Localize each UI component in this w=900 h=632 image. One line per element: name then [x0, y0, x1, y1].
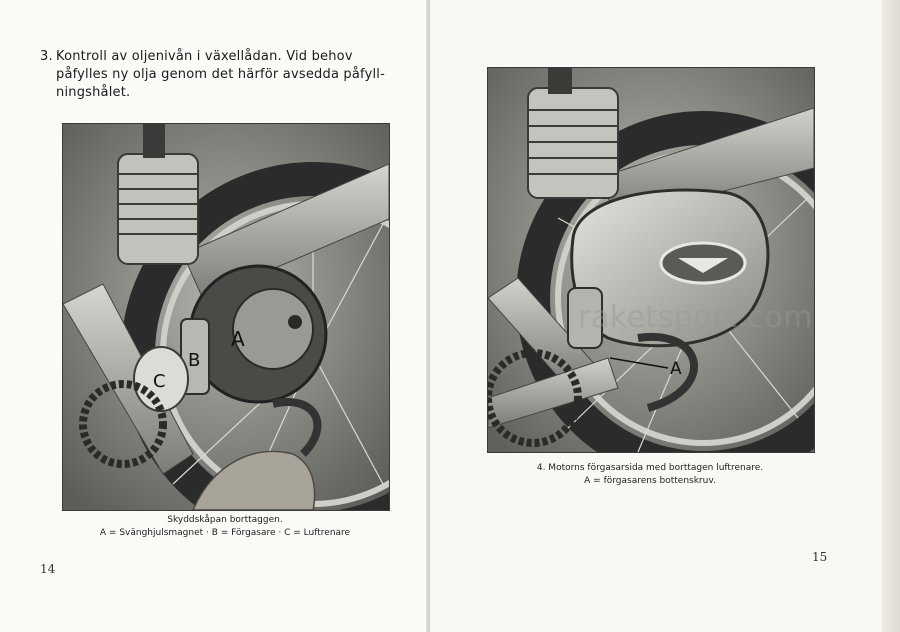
engine-photo-left-drawing	[63, 124, 389, 510]
photo-caption-left	[62, 514, 388, 540]
engine-photo-right-drawing	[488, 68, 814, 452]
engine-photo-left	[62, 123, 390, 511]
photo-label-b: B	[188, 350, 201, 371]
instruction-line-2: påfylles ny olja genom det härför avsedda påfyll-	[56, 67, 386, 82]
caption-right-line-2: A = förgasarens bottenskruv.	[584, 476, 716, 486]
engine-photo-right	[487, 67, 815, 453]
instruction-number: 3.	[40, 49, 53, 64]
caption-right-line-1: 4. Motorns förgasarsida med borttagen luftrenare.	[536, 463, 764, 473]
caption-left-line-2: A = Svänghjulsmagnet · B = Förgasare · C = Luftrenare	[99, 528, 351, 538]
instruction-line-1: Kontroll av oljenivån i växellådan. Vid behov	[56, 49, 353, 64]
left-page	[0, 0, 428, 632]
watermark-text: raketsport.com	[578, 300, 813, 335]
photo-caption-right	[487, 462, 813, 488]
page-number-right: 15	[812, 550, 828, 564]
page-edge	[882, 0, 900, 632]
instruction-text	[40, 48, 405, 102]
instruction-line-3: ningshålet.	[56, 85, 131, 100]
photo-label-a: A	[231, 327, 245, 351]
caption-left-line-1: Skyddskåpan borttaggen.	[167, 515, 283, 525]
photo-label-c: C	[153, 371, 166, 392]
photo-right-label-a: A	[670, 359, 682, 379]
page-number-left: 14	[40, 562, 56, 576]
